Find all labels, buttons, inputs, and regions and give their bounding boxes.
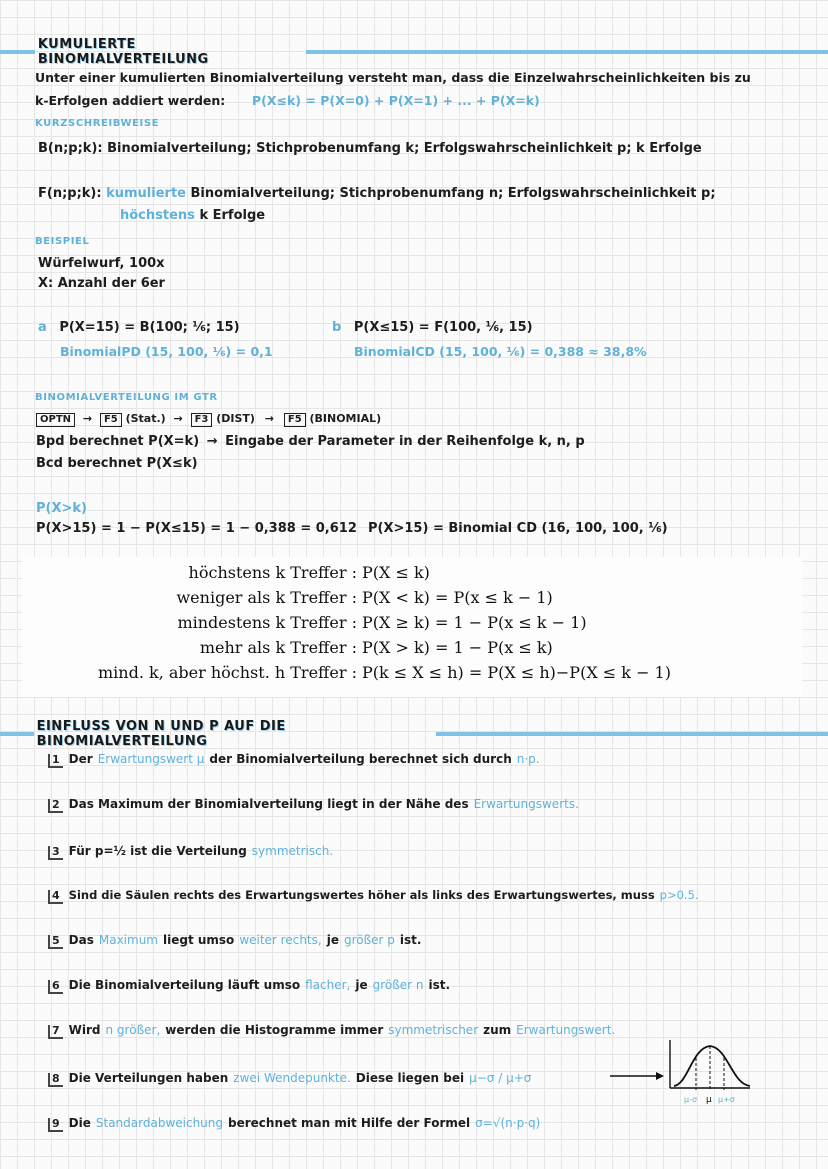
item-text-c: je [355,978,368,992]
treffer-label: höchstens k Treffer : [188,563,357,582]
item-text-b: flacher, [305,978,351,992]
example-b-formula: P(X≤15) = F(100, ⅙, 15) [353,320,533,335]
example-a [38,320,240,335]
treffer-label: mehr als k Treffer : [199,638,357,657]
beispiel-line-2: X: Anzahl der 6er [38,276,165,291]
item-text-d: μ−σ / μ+σ [469,1071,532,1085]
treffer-row [22,588,802,610]
example-b-result: BinomialCD (15, 100, ⅙) = 0,388 ≈ 38,8% [354,344,647,359]
gtr-bpd-rest: Eingabe der Parameter in der Reihenfolge k, n, p [225,434,585,449]
gtr-key-sequence [36,412,381,427]
sketch-label-mid: μ [706,1095,712,1105]
item-text-e: je [326,933,339,947]
item-text-a: Für p=½ ist die Verteilung [68,844,247,858]
key-f3-dist: F3 [191,413,213,427]
item-text-d: σ=√(n·p·q) [475,1116,541,1130]
beispiel-line-1: Würfelwurf, 100x [38,256,165,271]
item-text-a: Die [68,1116,91,1130]
treffer-label: mind. k, aber höchst. h Treffer : [97,663,357,682]
beispiel-label: BEISPIEL [35,236,90,247]
intro-line-1: Unter einer kumulierten Binomialverteilung versteht man, dass die Einzelwahrscheinlichkeiten bis zu [35,70,751,85]
einfluss-item [48,888,704,904]
item-number: 3 [48,846,63,860]
item-number: 5 [48,935,63,949]
f-definition-line-1 [38,186,716,201]
treffer-formula: P(X ≥ k) = 1 − P(x ≤ k − 1) [362,613,587,632]
key-optn: OPTN [36,413,75,427]
treffer-label: weniger als k Treffer : [176,588,357,607]
sketch-label-left: μ-σ [684,1095,698,1104]
item-text-d: symmetrischer [388,1023,479,1037]
item-text-e: zum [483,1023,512,1037]
arrow-icon: → [264,412,275,425]
treffer-table [22,557,802,697]
key-f5-binomial: F5 [284,413,306,427]
key-f5-binomial-label: (BINOMIAL) [309,412,382,425]
item-text-e: ist. [428,978,451,992]
sketch-label-right: μ+σ [718,1095,735,1104]
treffer-label: mindestens k Treffer : [177,613,357,632]
item-text-c: der Binomialverteilung berechnet sich durch [209,752,512,766]
gtr-heading: BINOMIALVERTEILUNG IM GTR [35,392,218,403]
item-text-c: berechnet man mit Hilfe der Formel [228,1116,471,1130]
item-text-a: Das Maximum der Binomialverteilung liegt in der Nähe des [68,797,469,811]
gtr-bpd-prefix: Bpd berechnet P(X=k) [36,434,200,449]
einfluss-item [48,752,545,768]
f-def-line2-rest: k Erfolge [199,208,266,223]
f-def-line2-blue: höchstens [120,208,195,223]
section-title-kumulierte [0,37,828,67]
einfluss-item [48,978,455,994]
einfluss-item [48,1023,620,1039]
item-text-g: ist. [399,933,422,947]
item-text-a: Das [68,933,94,947]
section-title-text: EINFLUSS VON N UND P AUF DIE BINOMIALVERTEILUNG [36,719,286,749]
item-text-a: Die Binomialverteilung läuft umso [68,978,301,992]
item-number: 9 [48,1118,63,1132]
title-bar-right [306,50,828,54]
item-number: 4 [48,890,63,904]
example-a-result: BinomialPD (15, 100, ⅙) = 0,1 [60,344,273,359]
inflection-sketch [600,1028,800,1113]
p-greater-calc: P(X>15) = 1 − P(X≤15) = 1 − 0,388 = 0,612 [36,521,357,536]
item-text-f: größer p [343,933,395,947]
item-text-d: weiter rechts, [239,933,322,947]
item-text-c: liegt umso [163,933,235,947]
section-title-einfluss [0,719,828,749]
intro-formula: P(X≤k) = P(X=0) + P(X=1) + ... + P(X=k) [252,93,540,108]
f-def-blue: kumulierte [106,186,186,201]
f-def-prefix: F(n;p;k): [38,186,102,201]
item-text-b: zwei Wendepunkte. [233,1071,351,1085]
item-text-a: Wird [68,1023,101,1037]
item-text-a: Die Verteilungen haben [68,1071,229,1085]
gtr-bpd-line [36,434,585,449]
title-bar-left [0,50,35,54]
item-text-c: werden die Histogramme immer [165,1023,384,1037]
p-greater-alt [368,521,668,536]
item-text-b: symmetrisch. [251,844,334,858]
title-bar-left [0,732,34,736]
kurzschreibweise-label: KURZSCHREIBWEISE [35,118,160,129]
intro-line-2: k-Erfolgen addiert werden: [35,93,226,108]
item-text-b: Erwartungswert μ [97,752,205,766]
einfluss-item [48,933,426,949]
example-a-label: a [38,320,47,335]
treffer-row [22,613,802,635]
treffer-row [22,663,802,685]
b-definition: B(n;p;k): Binomialverteilung; Stichprobenumfang k; Erfolgswahrscheinlichkeit p; k Erfolge [38,141,702,156]
example-a-formula: P(X=15) = B(100; ⅙; 15) [59,320,240,335]
p-greater-label: P(X>k) [36,501,87,516]
item-number: 2 [48,799,63,813]
gtr-bcd-line: Bcd berechnet P(X≤k) [36,456,198,471]
einfluss-item [48,1116,545,1132]
p-greater-alt-text: P(X>15) = Binomial CD (16, 100, 100, ⅙) [368,521,668,536]
item-text-a: Sind die Säulen rechts des Erwartungswertes höher als links des Erwartungswertes, muss [68,888,655,902]
sketch-bell-curve [674,1046,750,1086]
item-text-b: n größer, [105,1023,161,1037]
arrow-icon: → [173,412,183,425]
treffer-row [22,563,802,585]
einfluss-item [48,844,338,860]
key-f5-stat: F5 [100,413,122,427]
item-text-c: Diese liegen bei [355,1071,465,1085]
sketch-arrow-head [656,1072,664,1080]
section-title-text: KUMULIERTE BINOMIALVERTEILUNG [37,37,209,67]
example-b-label: b [332,320,342,335]
item-text-b: Standardabweichung [95,1116,223,1130]
arrow-icon: → [206,434,218,449]
item-number: 1 [48,754,63,768]
item-text-d: größer n [372,978,424,992]
title-bar-right [436,732,828,736]
treffer-formula: P(X < k) = P(x ≤ k − 1) [362,588,553,607]
item-text-b: Maximum [98,933,158,947]
arrow-icon: → [82,412,93,425]
treffer-formula: P(k ≤ X ≤ h) = P(X ≤ h)−P(X ≤ k − 1) [362,663,671,682]
key-f5-stat-label: (Stat.) [125,412,166,425]
f-definition-line-2 [120,208,265,223]
item-number: 7 [48,1025,63,1039]
item-number: 8 [48,1073,63,1087]
treffer-formula: P(X ≤ k) [362,563,430,582]
treffer-formula: P(X > k) = 1 − P(x ≤ k) [362,638,553,657]
einfluss-item [48,797,584,813]
einfluss-item [48,1071,536,1087]
item-text-b: p>0.5. [659,888,699,902]
item-text-b: Erwartungswerts. [473,797,579,811]
key-f3-dist-label: (DIST) [216,412,255,425]
item-text-f: Erwartungswert. [516,1023,616,1037]
item-text-a: Der [68,752,93,766]
treffer-row [22,638,802,660]
item-text-d: n·p. [516,752,540,766]
item-number: 6 [48,980,63,994]
f-def-rest: Binomialverteilung; Stichprobenumfang n; Erfolgswahrscheinlichkeit p; [190,186,716,201]
example-b [332,320,533,335]
